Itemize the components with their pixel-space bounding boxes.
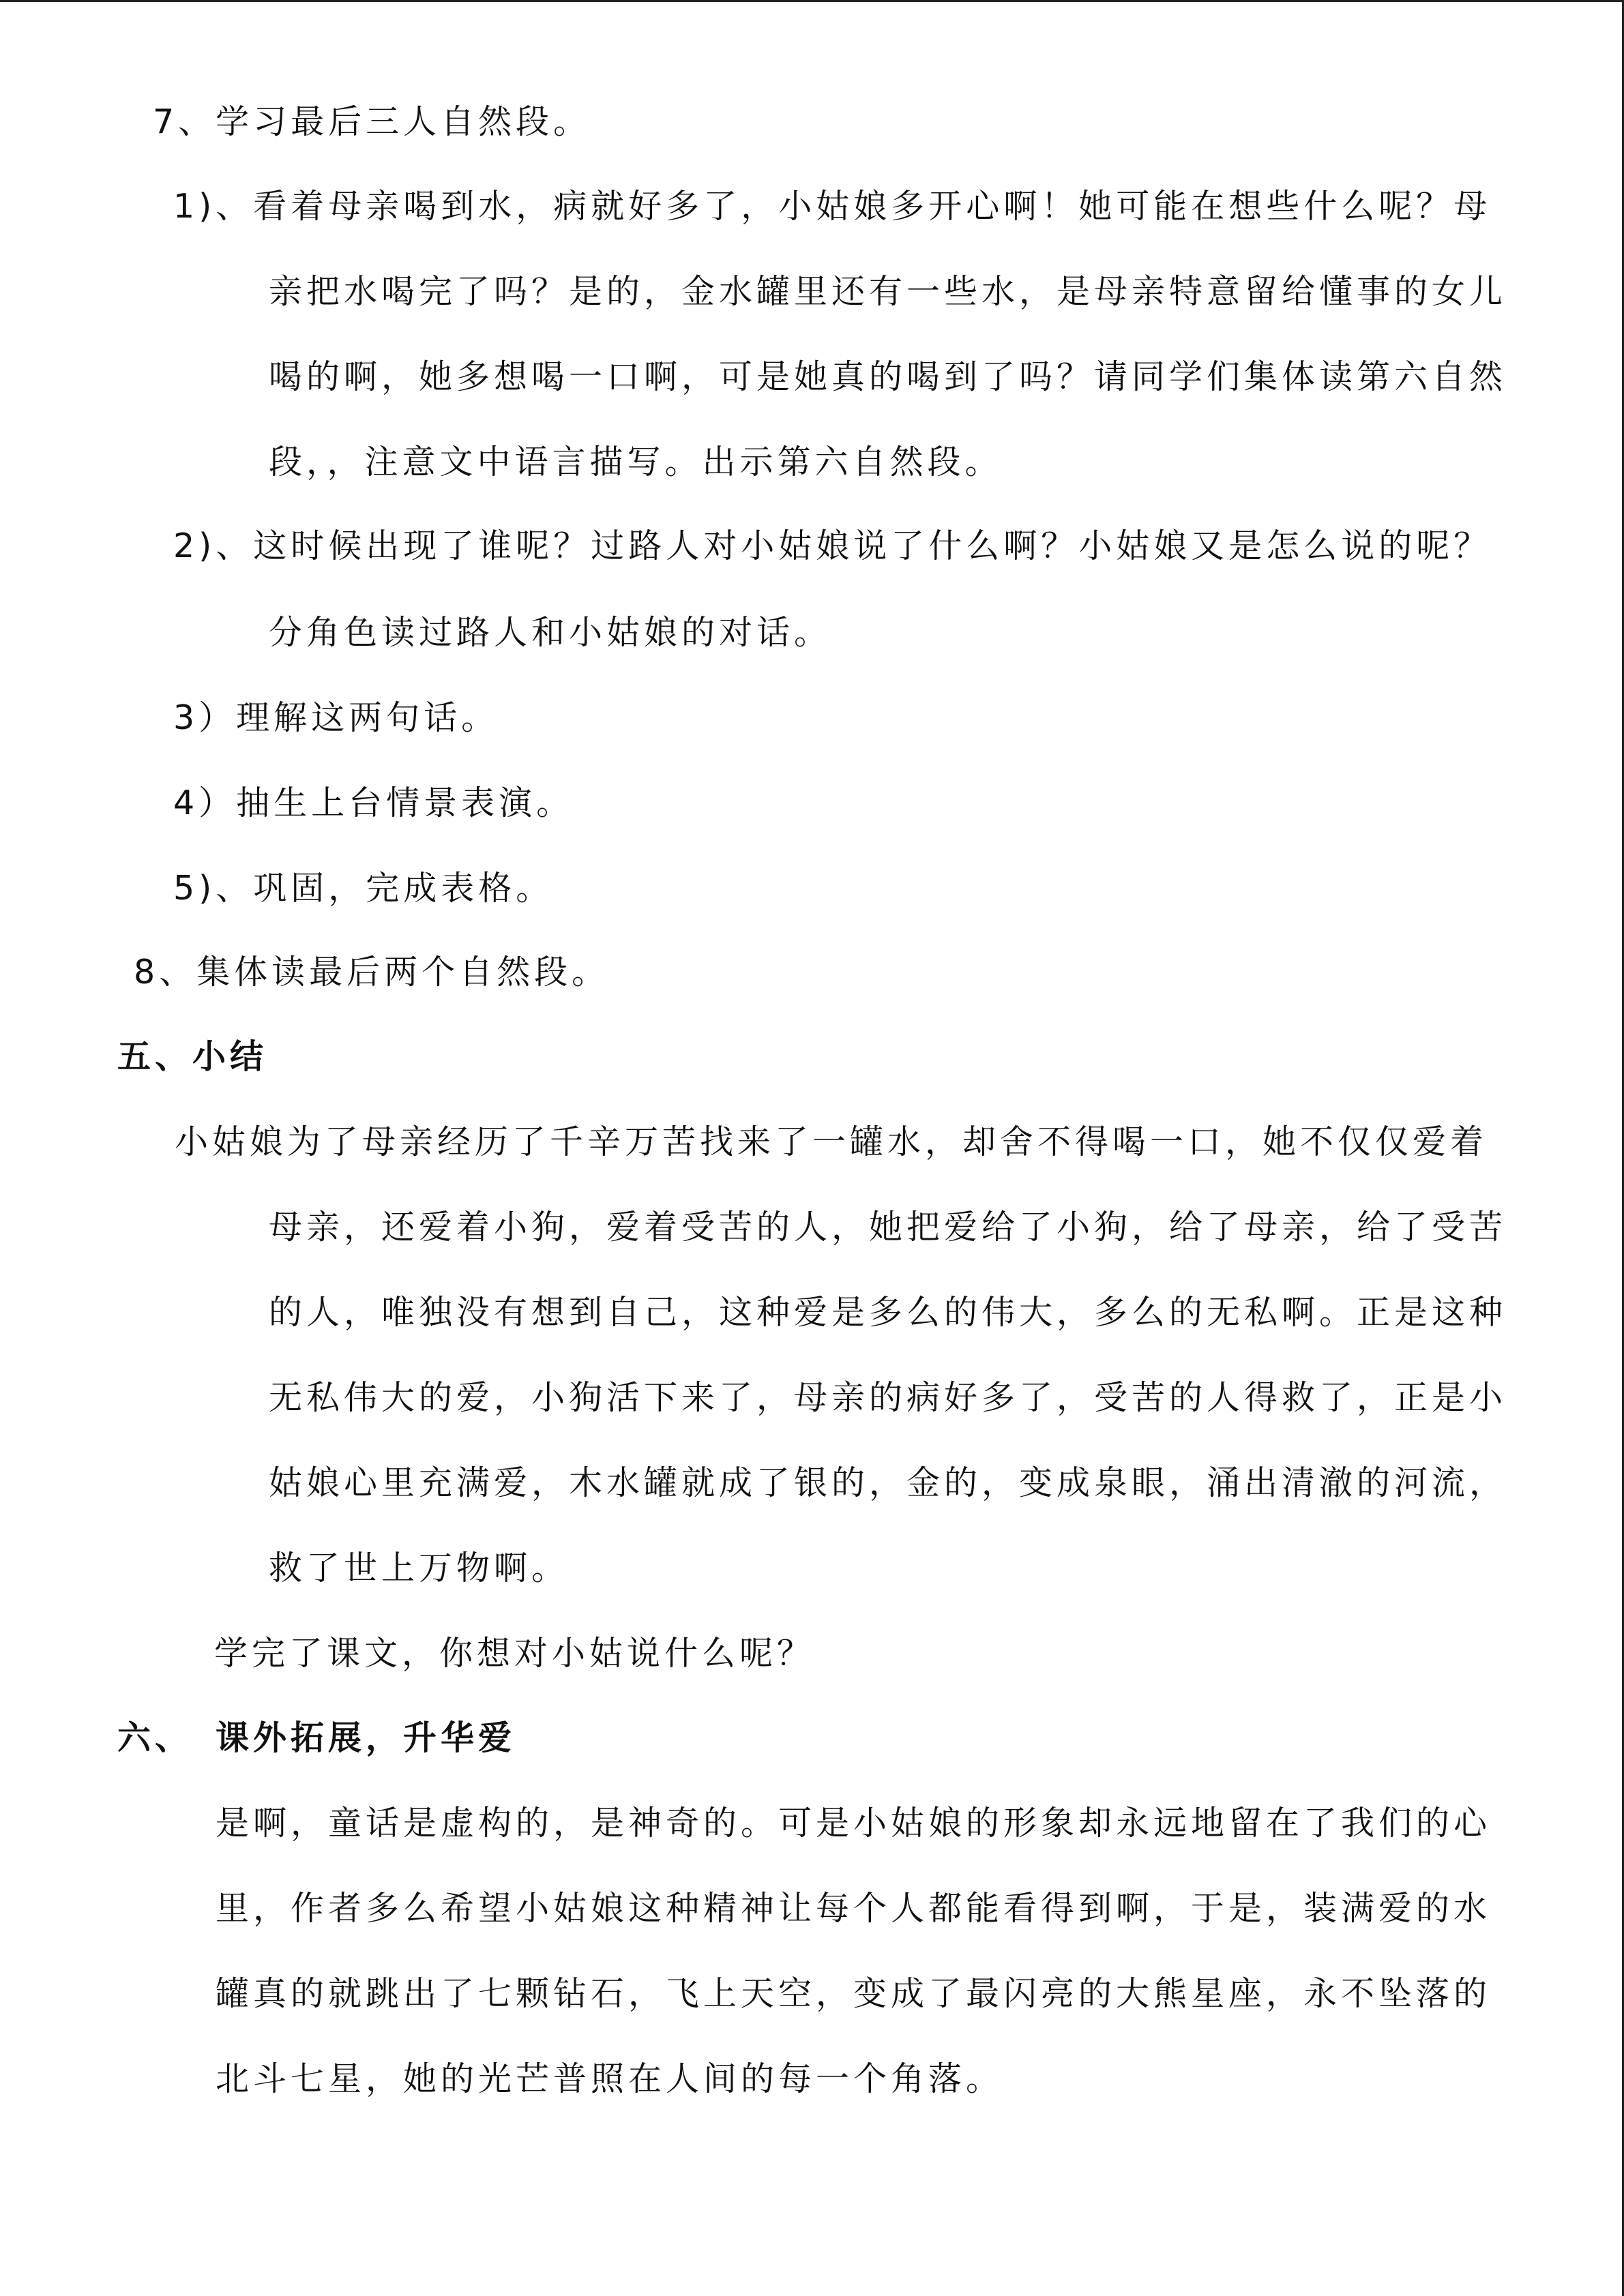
summary-line-1: 小姑娘为了母亲经历了千辛万苦找来了一罐水，却舍不得喝一口，她不仅仅爱着 xyxy=(175,1122,1488,1161)
item-8: 8、集体读最后两个自然段。 xyxy=(134,953,610,992)
extension-line-4: 北斗七星，她的光芒普照在人间的每一个角落。 xyxy=(216,2059,1004,2098)
summary-line-2: 母亲，还爱着小狗，爱着受苦的人，她把爱给了小狗，给了母亲，给了受苦 xyxy=(269,1208,1507,1247)
item-7-5: 5)、巩固，完成表格。 xyxy=(173,869,554,908)
extension-line-2: 里，作者多么希望小姑娘这种精神让每个人都能看得到啊，于是，装满爱的水 xyxy=(216,1889,1492,1928)
item-7-1-line-2: 亲把水喝完了吗？是的，金水罐里还有一些水，是母亲特意留给懂事的女儿 xyxy=(269,272,1507,311)
summary-line-5: 姑娘心里充满爱，木水罐就成了银的，金的，变成泉眼，涌出清澈的河流， xyxy=(269,1463,1507,1502)
item-7-2-line-2: 分角色读过路人和小姑娘的对话。 xyxy=(269,613,832,652)
section-six-number: 六、 xyxy=(117,1718,193,1757)
extension-line-1: 是啊，童话是虚构的，是神奇的。可是小姑娘的形象却永远地留在了我们的心 xyxy=(216,1804,1492,1843)
item-7-heading: 7、学习最后三人自然段。 xyxy=(153,102,591,141)
section-six-title: 课外拓展，升华爱 xyxy=(216,1718,516,1757)
item-7-1-line-3: 喝的啊，她多想喝一口啊，可是她真的喝到了吗？请同学们集体读第六自然 xyxy=(269,357,1507,396)
summary-line-3: 的人，唯独没有想到自己，这种爱是多么的伟大，多么的无私啊。正是这种 xyxy=(269,1293,1507,1332)
summary-line-6: 救了世上万物啊。 xyxy=(269,1549,570,1587)
section-five-heading: 五、小结 xyxy=(117,1037,268,1076)
item-7-1-line-4: 段，，注意文中语言描写。出示第六自然段。 xyxy=(269,443,1003,481)
summary-question: 学完了课文，你想对小姑说什么呢？ xyxy=(214,1634,815,1673)
item-7-3: 3）理解这两句话。 xyxy=(173,698,499,737)
item-7-2-line-1: 2)、这时候出现了谁呢？过路人对小姑娘说了什么啊？小姑娘又是怎么说的呢？ xyxy=(173,526,1492,565)
item-7-1-line-1: 1)、看着母亲喝到水，病就好多了，小姑娘多开心啊！她可能在想些什么呢？母 xyxy=(173,187,1492,226)
extension-line-3: 罐真的就跳出了七颗钻石，飞上天空，变成了最闪亮的大熊星座，永不坠落的 xyxy=(216,1974,1492,2013)
summary-line-4: 无私伟大的爱，小狗活下来了，母亲的病好多了，受苦的人得救了，正是小 xyxy=(269,1378,1507,1417)
item-7-4: 4）抽生上台情景表演。 xyxy=(173,784,574,822)
